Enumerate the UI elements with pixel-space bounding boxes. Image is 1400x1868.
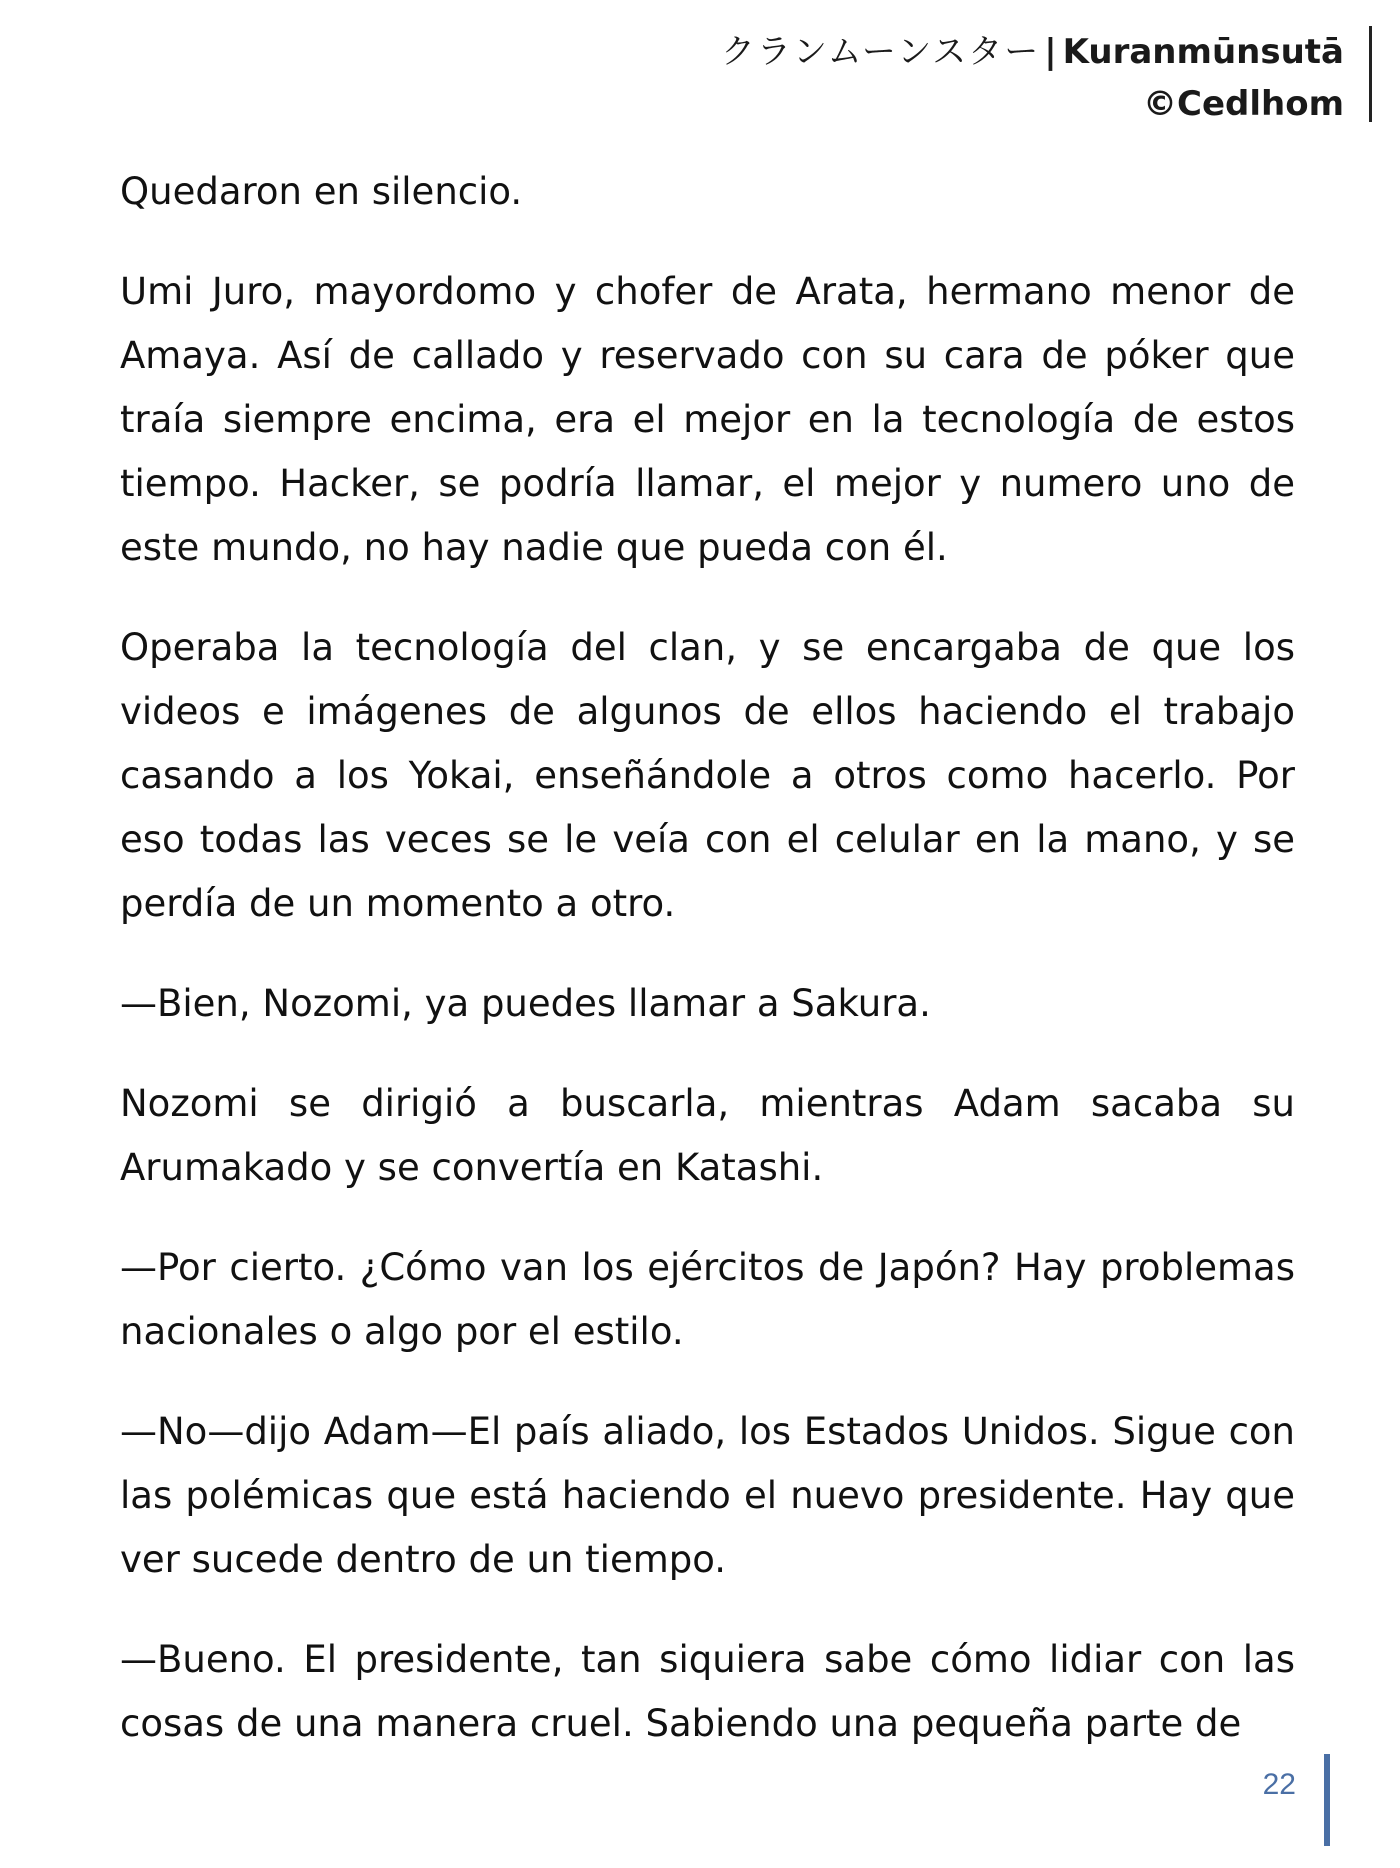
page-footer xyxy=(1190,1754,1330,1844)
footer-vertical-rule xyxy=(1324,1754,1330,1846)
paragraph: Nozomi se dirigió a buscarla, mientras Adam sacaba su Arumakado y se convertía en Katashi. xyxy=(120,1082,1295,1189)
paragraph: —Bien, Nozomi, ya puedes llamar a Sakura. xyxy=(120,982,931,1025)
header-copyright: ©Cedlhom xyxy=(1143,84,1344,124)
paragraph: —Por cierto. ¿Cómo van los ejércitos de Japón? Hay problemas nacionales o algo por el estilo. xyxy=(120,1246,1295,1353)
paragraph: —No—dijo Adam—El país aliado, los Estados Unidos. Sigue con las polémicas que está haciendo el nuevo presidente. Hay que ver sucede dentro de un tiempo. xyxy=(120,1410,1295,1581)
paragraph: Quedaron en silencio. xyxy=(120,170,523,213)
header-title-jp: クランムーンスター xyxy=(720,32,1041,72)
paragraph: —Bueno. El presidente, tan siquiera sabe cómo lidiar con las cosas de una manera cruel. Sabiendo una pequeña parte de xyxy=(120,1638,1295,1745)
header-separator: | xyxy=(1044,32,1057,72)
paragraph: Operaba la tecnología del clan, y se encargaba de que los videos e imágenes de algunos de ellos haciendo el trabajo casando a los Yokai, enseñándole a otros como hacerlo. Por eso todas las veces se le veía con el celular en la mano, y se perdía de un momento a otro. xyxy=(120,626,1295,925)
page-number: 22 xyxy=(1262,1768,1296,1801)
header-text xyxy=(721,26,1344,130)
paragraph: Umi Juro, mayordomo y chofer de Arata, hermano menor de Amaya. Así de callado y reservado con su cara de póker que traía siempre encima, era el mejor en la tecnología de estos tiempo. Hacker, se podría llamar, el mejor y numero uno de este mundo, no hay nadie que pueda con él. xyxy=(120,270,1295,569)
header-title-romaji: Kuranmūnsutā xyxy=(1062,32,1344,72)
page-header xyxy=(0,26,1400,126)
header-title-line xyxy=(721,26,1344,78)
page-body xyxy=(120,160,1295,1792)
header-vertical-rule xyxy=(1369,26,1372,122)
